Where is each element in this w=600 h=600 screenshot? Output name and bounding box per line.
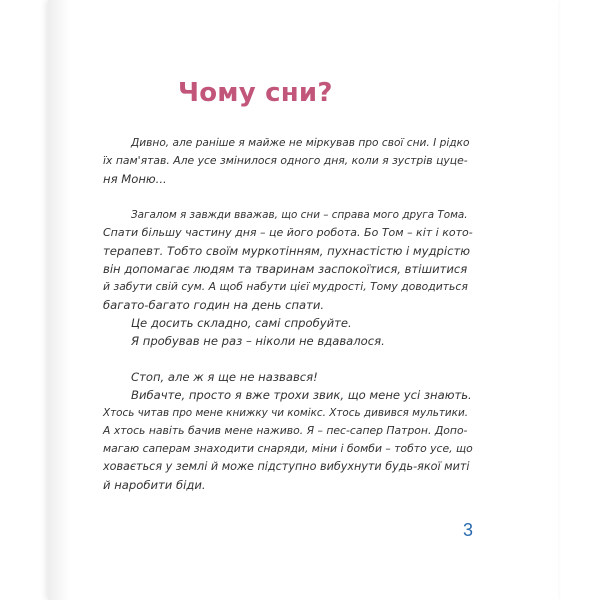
paragraph-gap [103, 188, 473, 206]
text-line-12: Стоп, але ж я ще не назвався! [131, 370, 318, 384]
text-line-14: Хтось читав про мене книжку чи комікс. Хтось дивився мультики. [103, 407, 468, 419]
text-line-13: Вибачте, просто я вже трохи звик, що мене усі знають. [131, 388, 472, 402]
text-line-7: він допомагає людям та тваринам заспокоїтися, втішитися [103, 262, 468, 276]
text-line-9: багато-багато годин на день спати. [103, 298, 325, 312]
text-line-3: ня Моню... [103, 172, 167, 186]
text-line-17: ховається у землі й може підступно вибухнути будь-якої миті [103, 460, 470, 473]
text-line-11: Я пробував не раз – ніколи не вдавалося. [131, 334, 385, 348]
text-line-5: Спати більшу частину дня – це його робота. Бо Том – кіт і кото- [103, 226, 473, 239]
page-number: 3 [463, 520, 474, 540]
text-line-15: А хтось навіть бачив мене наживо. Я – пес-сапер Патрон. Допо- [103, 424, 468, 437]
paragraph-gap [103, 350, 473, 368]
text-line-4: Загалом я завжди вважав, що сни – справа мого друга Тома. [131, 209, 468, 221]
text-line-8: й забути свій сум. А щоб набути цієї мудрості, Тому доводиться [103, 280, 468, 293]
text-line-16: магаю саперам знаходити снаряди, міни і бомби – тобто усе, що [103, 442, 473, 455]
text-line-18: й наробити біди. [103, 478, 206, 492]
text-line-6: терапевт. Тобто своїм муркотінням, пухнастістю і мудрістю [103, 244, 471, 258]
text-line-2: їх пам'ятав. Але усе змінилося одного дня, коли я зустрів цуце- [103, 154, 468, 167]
text-line-10: Це досить складно, самі спробуйте. [131, 316, 352, 330]
body-text [103, 134, 473, 494]
chapter-title: Чому сни? [178, 78, 333, 108]
text-line-1: Дивно, але раніше я майже не міркував про свої сни. І рідко [131, 137, 470, 149]
